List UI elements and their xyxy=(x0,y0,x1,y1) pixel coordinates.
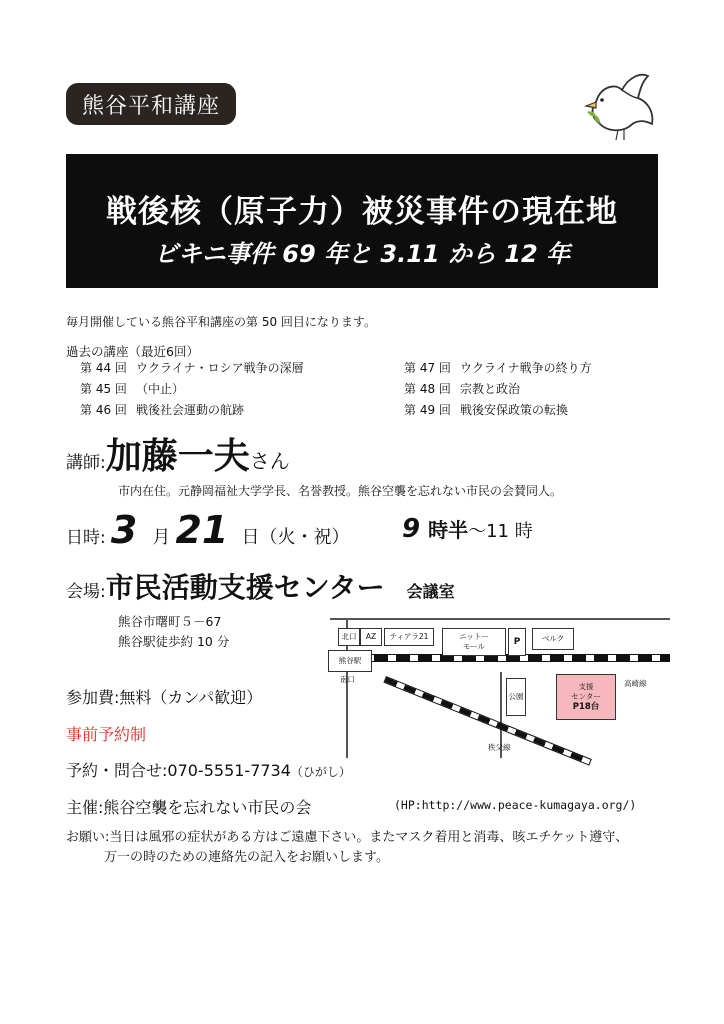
date-line: 日時: 3 月 21 日（火・祝） xyxy=(66,508,350,552)
list-item: 第 45 回 （中止） xyxy=(80,382,185,396)
venue-address: 熊谷市曙町５－67 xyxy=(118,614,222,629)
organizer-url: (HP:http://www.peace-kumagaya.org/) xyxy=(394,798,637,812)
main-title: 戦後核（原子力）被災事件の現在地 xyxy=(106,194,618,230)
organizer-line: 主催:熊谷空襲を忘れない市民の会 xyxy=(66,798,312,817)
time-line: 9 時半～11 時 xyxy=(402,514,533,544)
past-lectures-title: 過去の講座（最近6回） xyxy=(66,344,199,359)
lecturer-label: 講師: xyxy=(66,453,106,473)
list-item: 第 44 回 ウクライナ・ロシア戦争の深層 xyxy=(80,361,304,375)
list-item: 第 48 回 宗教と政治 xyxy=(404,382,521,396)
map-chichibu-label: 秩父線 xyxy=(488,743,511,752)
reservation-note: 事前予約制 xyxy=(66,725,147,744)
list-item: 第 47 回 ウクライナ戦争の終り方 xyxy=(404,361,592,375)
venue-room: 会議室 xyxy=(406,582,455,601)
intro-text: 毎月開催している熊谷平和講座の第 50 回目になります。 xyxy=(66,315,376,329)
contact-line: 予約・問合せ:070-5551-7734（ひがし） xyxy=(66,761,351,780)
map-south-exit: 南口 xyxy=(340,675,355,684)
time-hour: 9 xyxy=(402,514,421,544)
past-lectures-left xyxy=(80,358,304,421)
past-lectures-right xyxy=(404,358,592,421)
lecturer-line xyxy=(66,428,290,479)
map-station: 熊谷駅 xyxy=(328,650,372,672)
dove-icon xyxy=(578,68,662,152)
map-park: 公園 xyxy=(506,678,526,716)
notice-line-2: 万一の時のための連絡先の記入をお願いします。 xyxy=(104,850,389,865)
list-item: 第 46 回 戦後社会運動の航跡 xyxy=(80,403,245,417)
map-parking: P xyxy=(508,628,526,656)
date-month: 3 xyxy=(110,508,138,552)
venue-name: 市民活動支援センター xyxy=(105,571,385,604)
date-day: 21 xyxy=(175,508,229,552)
venue-line: 会場:市民活動支援センター 会議室 xyxy=(66,571,455,604)
map-support-center: 支援 センター P18台 xyxy=(556,674,616,720)
title-banner xyxy=(66,154,658,288)
notice-line-1: お願い:当日は風邪の症状がある方はご遠慮下さい。またマスク着用と消毒、咳エチケット遵守、 xyxy=(66,830,629,845)
access-map xyxy=(320,610,676,760)
map-nitto-mall: ニットー モール xyxy=(442,628,506,656)
map-az: AZ xyxy=(360,628,382,646)
venue-access: 熊谷駅徒歩約 10 分 xyxy=(118,634,230,649)
lecturer-profile: 市内在住。元静岡福祉大学学長、名誉教授。熊谷空襲を忘れない市民の会賛同人。 xyxy=(118,484,563,498)
lecturer-name: 加藤一夫 xyxy=(105,436,250,477)
series-badge: 熊谷平和講座 xyxy=(66,83,236,125)
map-tiara: ティアラ21 xyxy=(384,628,434,646)
subtitle: ビキニ事件 69 年と 3.11 から 12 年 xyxy=(153,240,571,268)
fee-text: 参加費:無料（カンパ歓迎） xyxy=(66,688,263,707)
lecturer-honorific: さん xyxy=(249,449,290,473)
map-belc: ベルク xyxy=(532,628,574,650)
list-item: 第 49 回 戦後安保政策の転換 xyxy=(404,403,569,417)
map-takasaki-label: 高崎線 xyxy=(624,679,647,688)
map-north-exit: 北口 xyxy=(338,628,360,646)
